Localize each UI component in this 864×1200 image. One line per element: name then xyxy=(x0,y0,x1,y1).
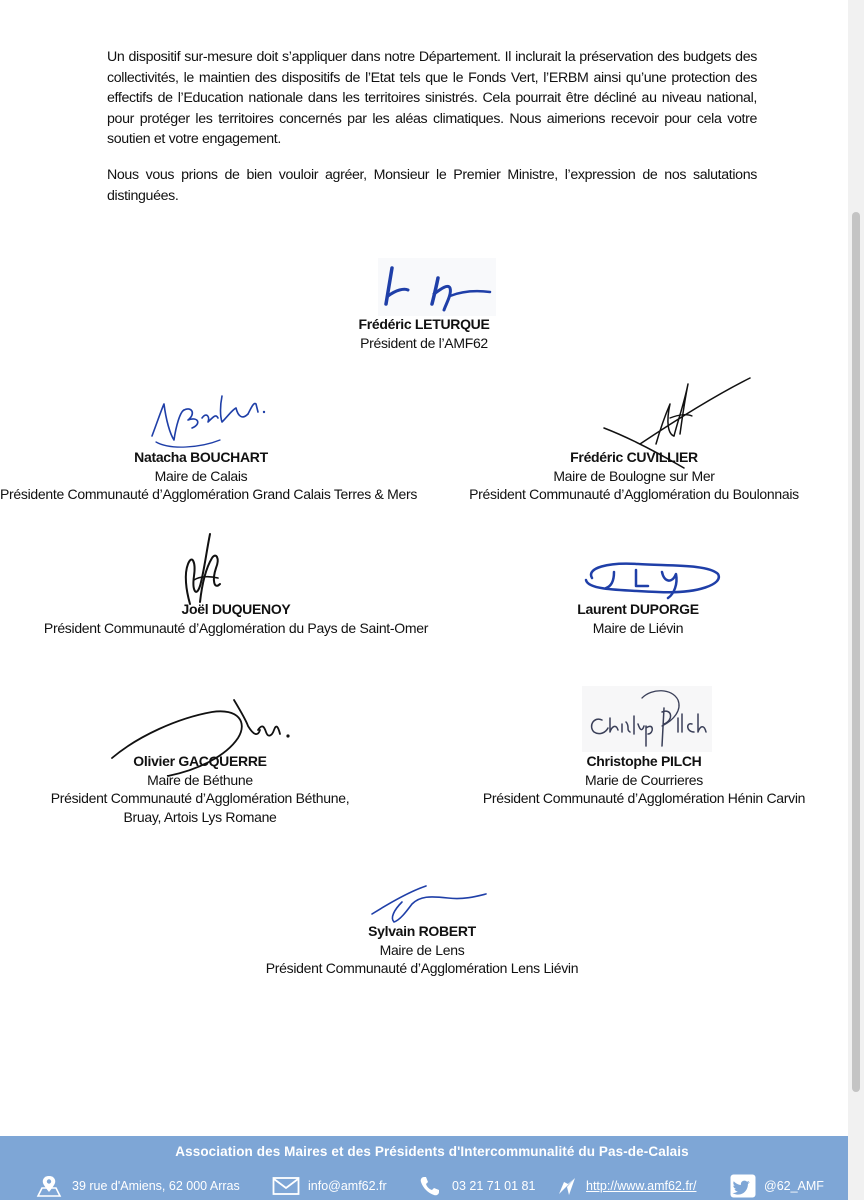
signatory-name: Olivier GACQUERRE xyxy=(133,753,267,769)
signatory-title: Président Communauté d’Agglomération Hénin Carvin xyxy=(482,790,806,806)
signatory-name: Christophe PILCH xyxy=(586,753,702,769)
signatory-name: Frédéric CUVILLIER xyxy=(570,449,698,465)
cursor-arrow-icon xyxy=(556,1174,578,1198)
footer-address xyxy=(34,1174,240,1198)
signature-leturque xyxy=(378,258,496,316)
signatory-title: Président de l’AMF62 xyxy=(360,334,488,351)
signatory-name: Frédéric LETURQUE xyxy=(358,316,490,332)
footer-email[interactable] xyxy=(272,1174,387,1198)
signatory-leturque xyxy=(302,315,546,352)
footer-twitter-handle[interactable]: @62_AMF xyxy=(764,1179,824,1193)
signatory-cuvillier xyxy=(424,448,844,504)
signatory-title: Maire de Lens xyxy=(379,941,465,958)
body-paragraph-2: Nous vous prions de bien vouloir agréer, Monsieur le Premier Ministre, l’expression de nos salutations distinguées. xyxy=(107,167,757,204)
signatory-title: Maire de Béthune xyxy=(147,771,253,788)
footer-address-text: 39 rue d'Amiens, 62 000 Arras xyxy=(72,1179,240,1193)
signatory-title: Marie de Courrieres xyxy=(584,771,703,788)
footer-phone xyxy=(418,1174,535,1198)
signatory-title: Président Communauté d’Agglomération Lens Liévin xyxy=(265,960,579,976)
signatory-pilch xyxy=(464,752,824,808)
footer-email-text[interactable]: info@amf62.fr xyxy=(308,1179,387,1193)
envelope-icon xyxy=(272,1176,300,1196)
vertical-scrollbar[interactable] xyxy=(848,0,864,1200)
signatory-title: Président Communauté d’Agglomération du Boulonnais xyxy=(469,486,799,502)
signatory-title: Président Communauté d’Agglomération Béthune, xyxy=(50,790,350,806)
footer-website-link[interactable]: http://www.amf62.fr/ xyxy=(586,1179,697,1193)
footer-website[interactable] xyxy=(556,1174,696,1198)
scrollbar-thumb[interactable] xyxy=(852,212,860,1092)
signatory-bouchart xyxy=(0,448,418,504)
signatory-title: Maire de Calais xyxy=(154,467,248,484)
phone-icon xyxy=(418,1174,444,1198)
footer-contact-band xyxy=(0,1136,848,1200)
signatory-title: Maire de Boulogne sur Mer xyxy=(553,467,715,484)
signature-pilch xyxy=(582,686,712,752)
signatory-robert xyxy=(232,922,612,978)
signature-bouchart xyxy=(140,376,270,456)
signature-duquenoy xyxy=(180,524,228,608)
twitter-bird-icon xyxy=(730,1174,756,1198)
signatory-gacquerre xyxy=(20,752,380,826)
body-paragraph-1: Un dispositif sur-mesure doit s’appliquer dans notre Département. Il inclurait la préservation des budgets des collectivités, le maintien des dispositifs de l’Etat tels que le Fonds Vert, l’ERBM ainsi qu’une protection des effectifs de l’Education nationale dans les territoires sinistrés. Cela pourrait être décliné au niveau national, pour protéger les territoires concernés par les aléas climatiques. Nous aimerions recevoir pour cela votre soutien et votre engagement. xyxy=(107,49,757,147)
signatory-name: Laurent DUPORGE xyxy=(577,601,699,617)
signatory-title: Président Communauté d’Agglomération du Pays de Saint-Omer xyxy=(43,619,429,636)
signature-robert xyxy=(368,880,488,926)
footer-phone-text: 03 21 71 01 81 xyxy=(452,1179,536,1193)
signatory-duquenoy xyxy=(20,600,452,637)
signatory-name: Sylvain ROBERT xyxy=(368,923,476,939)
signatory-duporge xyxy=(488,600,788,637)
signatory-title: Présidente Communauté d’Agglomération Grand Calais Terres & Mers xyxy=(0,486,418,502)
signatory-title: Maire de Liévin xyxy=(592,619,684,636)
location-pin-icon xyxy=(34,1174,64,1198)
footer-title: Association des Maires et des Présidents d'Intercommunalité du Pas-de-Calais xyxy=(175,1144,689,1159)
signature-duporge xyxy=(578,556,726,606)
footer-twitter[interactable] xyxy=(730,1174,824,1198)
signatory-name: Joël DUQUENOY xyxy=(181,601,291,617)
signatory-name: Natacha BOUCHART xyxy=(134,449,268,465)
signatory-title: Bruay, Artois Lys Romane xyxy=(123,808,277,825)
